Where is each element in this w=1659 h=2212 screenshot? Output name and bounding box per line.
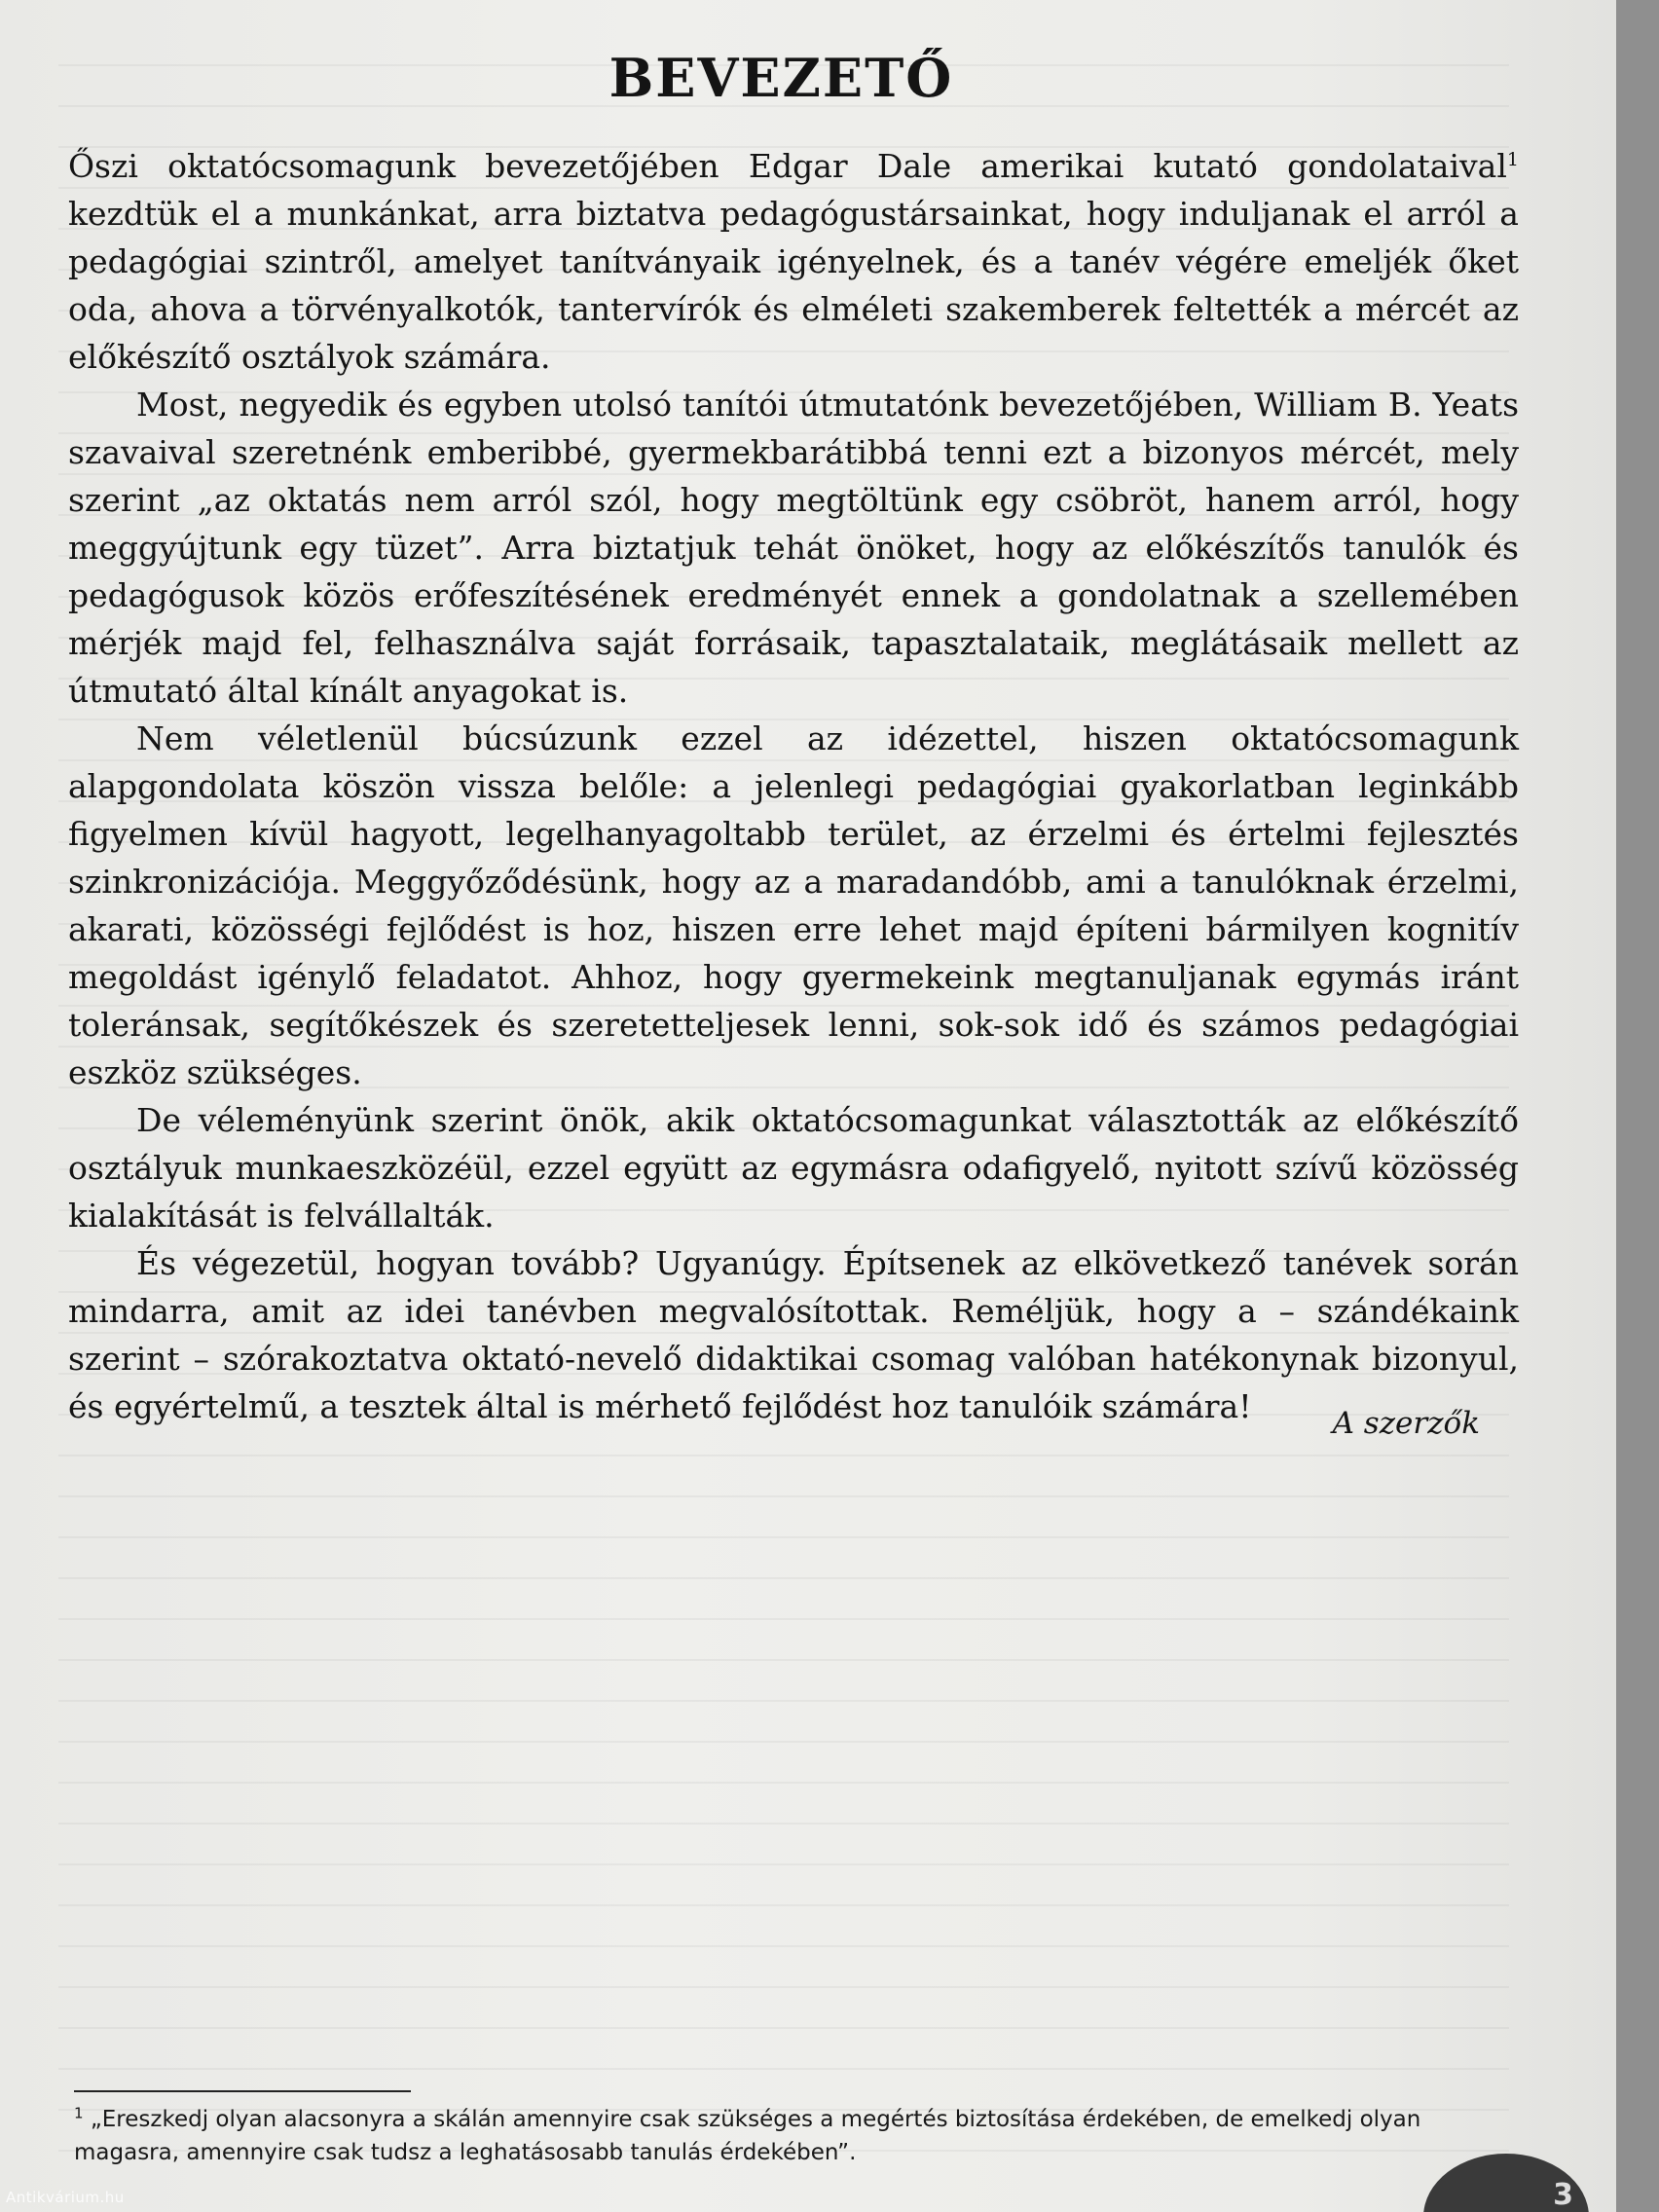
paragraph-4: De véleményünk szerint önök, akik oktatócsomagunkat választották az előkészítő osztályuk munkaeszközéül, ezzel együtt az egymásra odafigyelő, nyitott szívű közösség kialakítását is felvállalták.: [68, 1101, 1519, 1235]
footnote: [74, 2103, 1525, 2169]
signature: A szerzők: [1332, 1406, 1480, 1441]
footnote-divider: [74, 2090, 411, 2092]
footnote-text: „Ereszkedj olyan alacsonyra a skálán amennyire csak szükséges a megértés biztosítása érdekében, de emelkedj olyan magasra, amennyire csak tudsz a leghatásosabb tanulás érdekében”.: [74, 2107, 1421, 2165]
footnote-number: 1: [74, 2104, 84, 2122]
body-text: [68, 142, 1519, 1430]
paragraph-5: És végezetül, hogyan tovább? Ugyanúgy. Építsenek az elkövetkező tanévek során mindarra, amit az idei tanévben megvalósítottak. Reméljük, hogy a – szándékaink szerint – szórakoztatva oktató-nevelő didaktikai csomag valóban hatékonynak bizonyul, és egyértelmű, a tesztek által is mérhető fejlődést hoz tanulóik számára!: [68, 1244, 1519, 1425]
page-title: BEVEZETŐ: [608, 47, 954, 109]
paragraph-2: Most, negyedik és egyben utolsó tanítói útmutatónk bevezetőjében, William B. Yeats szavaival szeretnénk emberibbé, gyermekbarátibbá tenni ezt a bizonyos mércét, mely szerint „az oktatás nem arról szól, hogy megtöltünk egy csöbröt, hanem arról, hogy meggyújtunk egy tüzet”. Arra biztatjuk tehát önöket, hogy az előkészítős tanulók és pedagógusok közös erőfeszítésének eredményét ennek a gondolatnak a szellemében mérjék majd fel, felhasználva saját forrásaik, tapasztalataik, meglátásaik mellett az útmutató által kínált anyagokat is.: [68, 386, 1519, 710]
footnote-reference[interactable]: 1: [1506, 149, 1519, 170]
watermark: Antikvárium.hu: [6, 2189, 125, 2206]
paragraph-3: Nem véletlenül búcsúzunk ezzel az idézettel, hiszen oktatócsomagunk alapgondolata köszön vissza belőle: a jelenlegi pedagógiai gyakorlatban leginkább figyelmen kívül hagyott, legelhanyagoltabb terület, az érzelmi és értelmi fejlesztés szinkronizációja. Meggyőződésünk, hogy az a maradandóbb, ami a tanulóknak érzelmi, akarati, közösségi fejlődést is hoz, hiszen erre lehet majd építeni bármilyen kognitív megoldást igénylő feladatot. Ahhoz, hogy gyermekeink megtanuljanak egymás iránt toleránsak, segítőkészek és szeretetteljesek lenni, sok-sok idő és számos pedagógiai eszköz szükséges.: [68, 719, 1519, 1091]
paragraph-1: Őszi oktatócsomagunk bevezetőjében Edgar Dale amerikai kutató gondolataival$^1$ kezdtük el a munkánkat, arra biztatva pedagógustársainkat, hogy induljanak el arról a pedagógiai szintről, amelyet tanítványaik igényelnek, és a tanév végére emeljék őket oda, ahova a törvényalkotók, tantervírók és elméleti szakemberek feltették a mércét az előkészítő osztályok számára.: [68, 147, 1519, 376]
page-number: 3: [1553, 2178, 1573, 2212]
